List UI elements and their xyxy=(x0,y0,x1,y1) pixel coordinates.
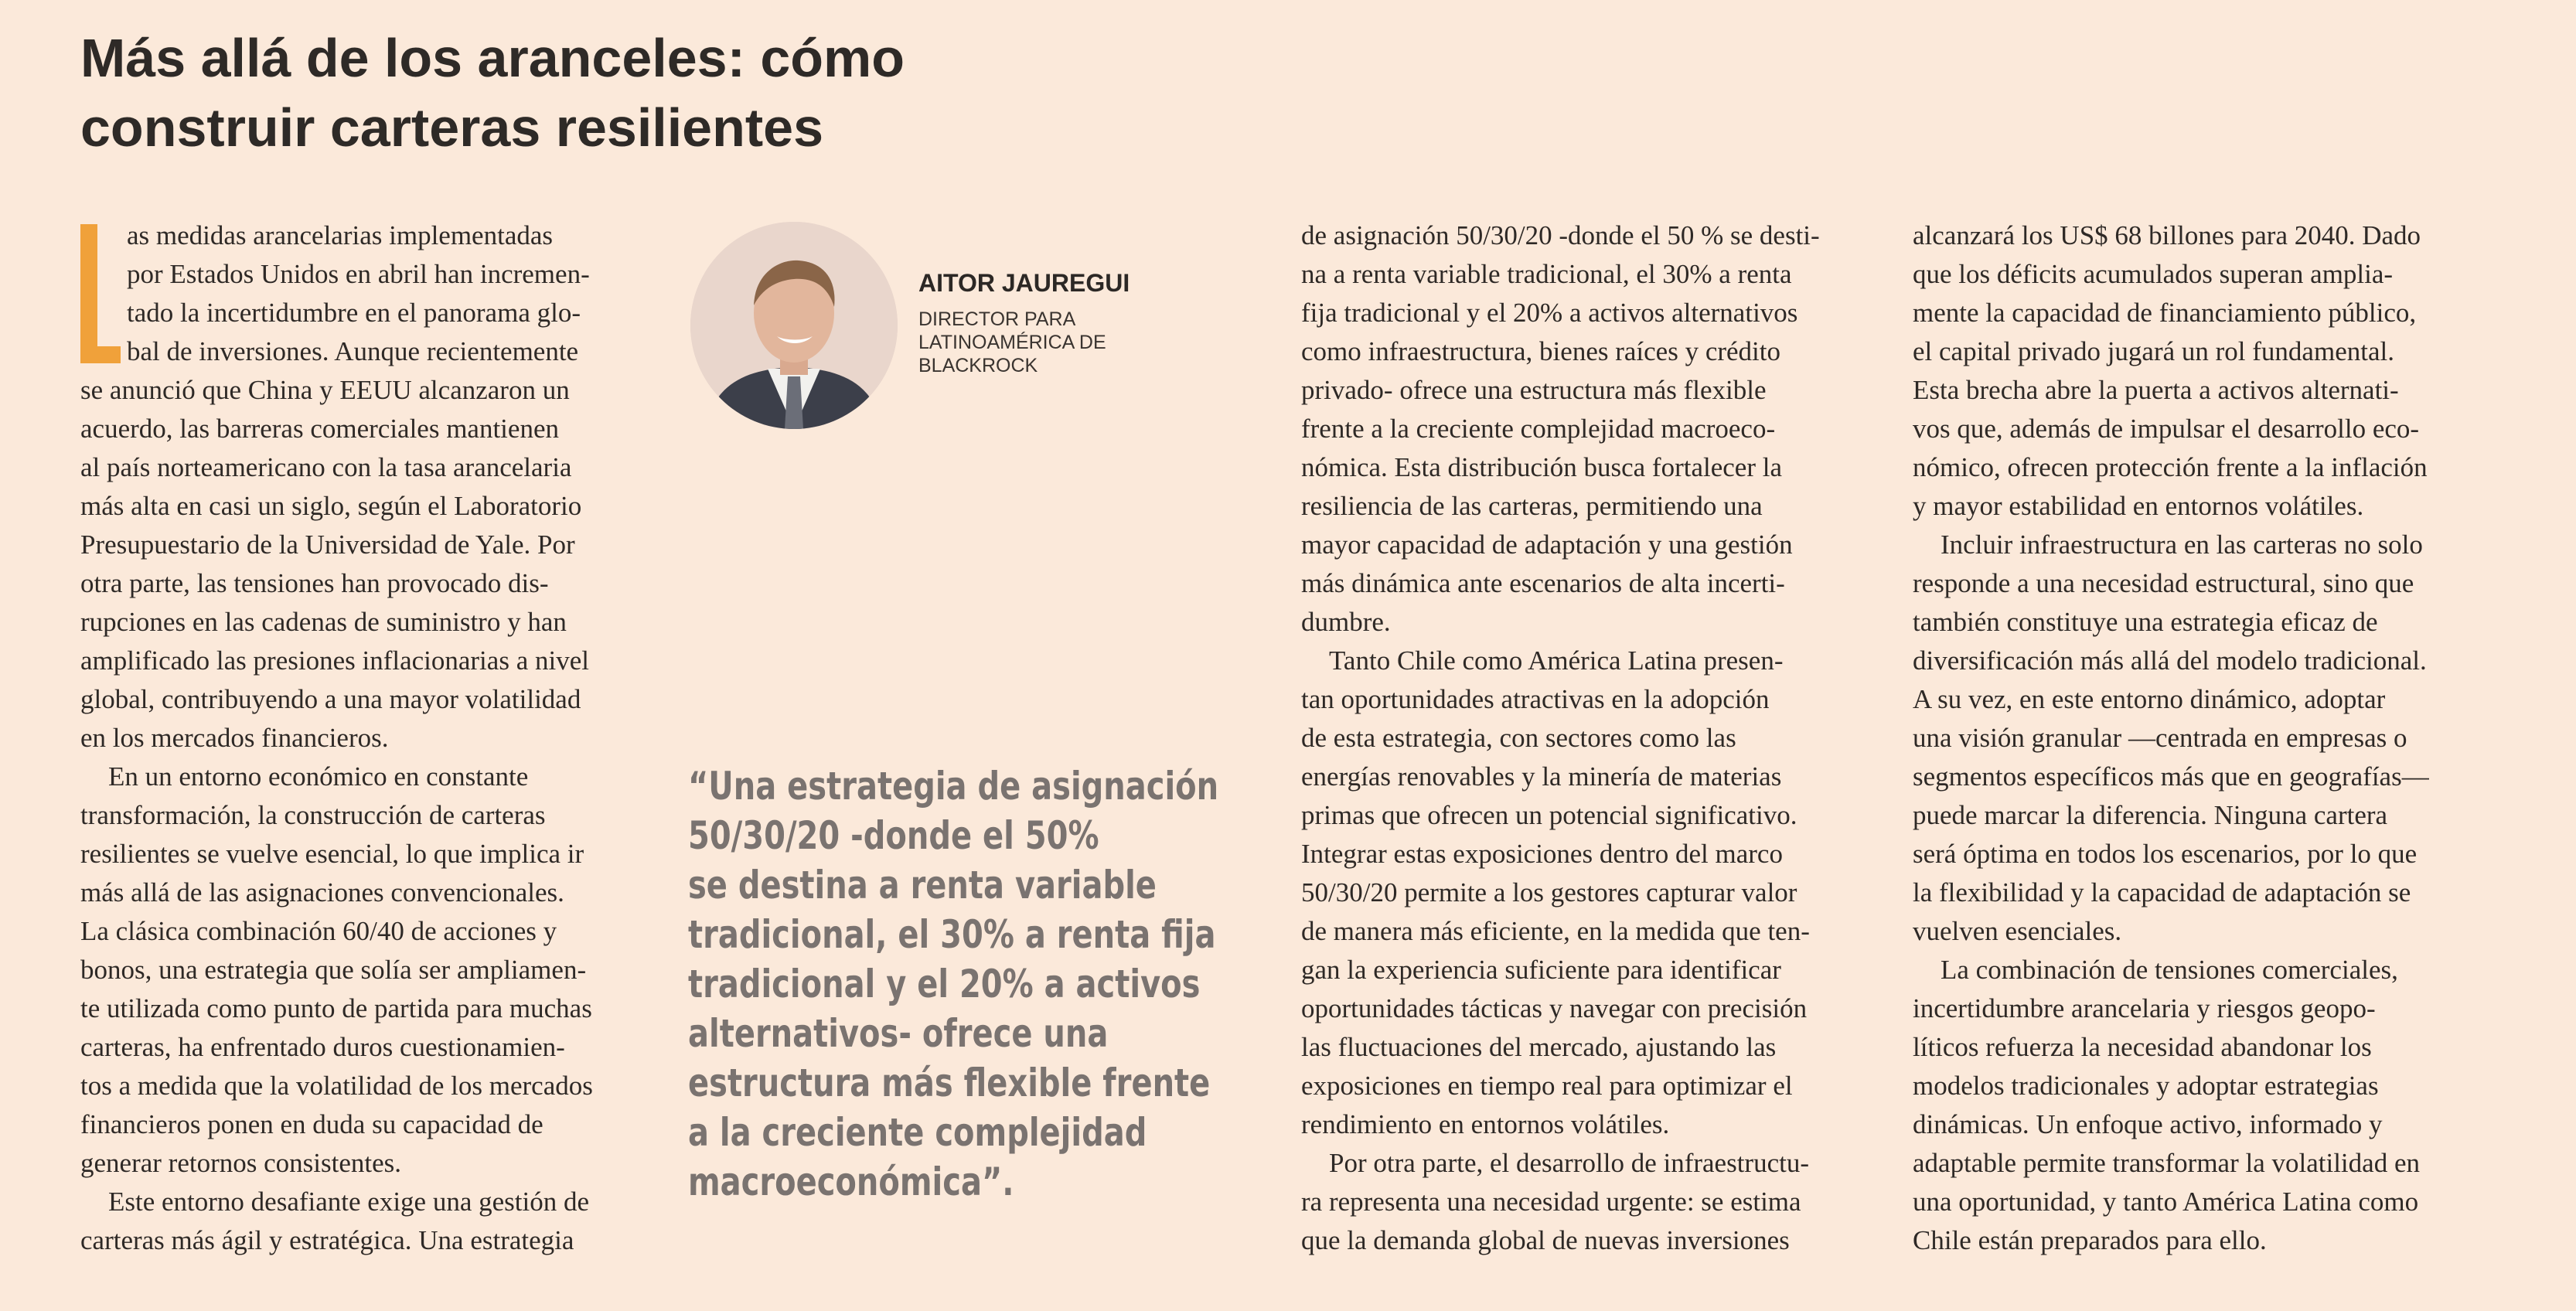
body-line: también constituye una estrategia eficaz de xyxy=(1913,607,2378,637)
body-line: al país norteamericano con la tasa arancelaria xyxy=(80,452,572,482)
body-line: otra parte, las tensiones han provocado dis- xyxy=(80,568,549,598)
body-line: global, contribuyendo a una mayor volatilidad xyxy=(80,684,581,714)
body-line: puede marcar la diferencia. Ninguna cartera xyxy=(1913,800,2388,830)
body-line: más alta en casi un siglo, según el Laboratorio xyxy=(80,491,582,521)
pull-quote-line: 50/30/20 -donde el 50% xyxy=(688,813,1099,858)
pull-quote-line: “Una estrategia de asignación xyxy=(688,764,1219,809)
body-line: por Estados Unidos en abril han incremen- xyxy=(127,259,590,289)
body-line: de asignación 50/30/20 -donde el 50 % se desti- xyxy=(1301,220,1820,250)
author-role xyxy=(918,308,1174,377)
body-line: 50/30/20 permite a los gestores capturar valor xyxy=(1301,877,1797,907)
body-line: más allá de las asignaciones convencionales. xyxy=(80,877,564,907)
pull-quote xyxy=(688,761,1219,1207)
body-line: La clásica combinación 60/40 de acciones y xyxy=(80,916,557,946)
body-line: Esta brecha abre la puerta a activos alternati- xyxy=(1913,375,2399,405)
body-line: vuelven esenciales. xyxy=(1913,916,2122,946)
body-line: el capital privado jugará un rol fundamental. xyxy=(1913,336,2394,366)
body-line: carteras más ágil y estratégica. Una estrategia xyxy=(80,1225,574,1255)
body-line: tado la incertidumbre en el panorama glo- xyxy=(127,298,581,328)
body-line: modelos tradicionales y adoptar estrategias xyxy=(1913,1071,2379,1101)
body-line: transformación, la construcción de carteras xyxy=(80,800,546,830)
body-line: carteras, ha enfrentado duros cuestionamien- xyxy=(80,1032,565,1062)
body-line: las fluctuaciones del mercado, ajustando las xyxy=(1301,1032,1777,1062)
article-column-4 xyxy=(1913,216,2500,1260)
body-line: segmentos específicos más que en geografías— xyxy=(1913,761,2429,792)
body-line: ra representa una necesidad urgente: se estima xyxy=(1301,1187,1801,1217)
body-line: será óptima en todos los escenarios, por lo que xyxy=(1913,839,2418,869)
body-line: que los déficits acumulados superan amplia- xyxy=(1913,259,2394,289)
body-line: frente a la creciente complejidad macroeco- xyxy=(1301,414,1776,444)
pull-quote-line: tradicional, el 30% a renta fija xyxy=(688,912,1216,957)
body-line: una oportunidad, y tanto América Latina como xyxy=(1913,1187,2419,1217)
body-line: acuerdo, las barreras comerciales mantienen xyxy=(80,414,559,444)
body-line: energías renovables y la minería de materias xyxy=(1301,761,1782,792)
body-line: más dinámica ante escenarios de alta incerti- xyxy=(1301,568,1785,598)
body-line: de esta estrategia, con sectores como las xyxy=(1301,723,1736,753)
body-line: tos a medida que la volatilidad de los mercados xyxy=(80,1071,593,1101)
body-line: como infraestructura, bienes raíces y crédito xyxy=(1301,336,1781,366)
body-line: Chile están preparados para ello. xyxy=(1913,1225,2267,1255)
body-line: que la demanda global de nuevas inversiones xyxy=(1301,1225,1790,1255)
body-line: Incluir infraestructura en las carteras no solo xyxy=(1941,530,2423,560)
author-role-line: BLACKROCK xyxy=(918,355,1038,376)
article-column-3 xyxy=(1301,216,1877,1260)
body-line: Este entorno desafiante exige una gestión de xyxy=(108,1187,590,1217)
body-line: bonos, una estrategia que solía ser ampliamen- xyxy=(80,955,587,985)
body-line: tan oportunidades atractivas en la adopción xyxy=(1301,684,1770,714)
body-line: na a renta variable tradicional, el 30% a renta xyxy=(1301,259,1792,289)
pull-quote-line: alternativos- ofrece una xyxy=(688,1011,1109,1056)
body-line: responde a una necesidad estructural, sino que xyxy=(1913,568,2414,598)
body-line: de manera más eficiente, en la medida que ten- xyxy=(1301,916,1810,946)
body-line: dinámicas. Un enfoque activo, informado y xyxy=(1913,1109,2383,1139)
body-line: una visión granular —centrada en empresas o xyxy=(1913,723,2407,753)
body-line: se anunció que China y EEUU alcanzaron un xyxy=(80,375,570,405)
body-line: financieros ponen en duda su capacidad de xyxy=(80,1109,543,1139)
body-line: resilientes se vuelve esencial, lo que implica ir xyxy=(80,839,584,869)
body-line: fija tradicional y el 20% a activos alternativos xyxy=(1301,298,1798,328)
pull-quote-line: macroeconómica”. xyxy=(688,1159,1014,1204)
body-line: y mayor estabilidad en entornos volátiles. xyxy=(1913,491,2364,521)
body-line: Por otra parte, el desarrollo de infraestructu- xyxy=(1329,1148,1809,1178)
pull-quote-line: estructura más flexible frente xyxy=(688,1061,1211,1105)
body-line: rupciones en las cadenas de suministro y han xyxy=(80,607,567,637)
body-line: mente la capacidad de financiamiento público, xyxy=(1913,298,2417,328)
article-column-1 xyxy=(80,216,656,1260)
body-line: rendimiento en entornos volátiles. xyxy=(1301,1109,1670,1139)
body-line: amplificado las presiones inflacionarias a nivel xyxy=(80,645,589,676)
pull-quote-line: tradicional y el 20% a activos xyxy=(688,962,1201,1006)
body-line: Presupuestario de la Universidad de Yale. Por xyxy=(80,530,575,560)
body-line: diversificación más allá del modelo tradicional. xyxy=(1913,645,2427,676)
body-line: mayor capacidad de adaptación y una gestión xyxy=(1301,530,1793,560)
body-line: bal de inversiones. Aunque recientemente xyxy=(127,336,579,366)
dropcap-wrapped-lines xyxy=(80,216,656,371)
author-role-line: LATINOAMÉRICA DE xyxy=(918,332,1106,353)
body-line: exposiciones en tiempo real para optimizar el xyxy=(1301,1071,1793,1101)
author-portrait-icon xyxy=(690,222,898,429)
body-line: nómica. Esta distribución busca fortalecer la xyxy=(1301,452,1782,482)
author-name: AITOR JAUREGUI xyxy=(918,269,1130,297)
author-role-line: DIRECTOR PARA xyxy=(918,308,1076,330)
author-portrait xyxy=(690,222,898,429)
body-line: La combinación de tensiones comerciales, xyxy=(1941,955,2398,985)
body-line: primas que ofrecen un potencial significativo. xyxy=(1301,800,1797,830)
body-line: en los mercados financieros. xyxy=(80,723,389,753)
body-line: A su vez, en este entorno dinámico, adoptar xyxy=(1913,684,2386,714)
body-line: incertidumbre arancelaria y riesgos geopo- xyxy=(1913,993,2376,1023)
pull-quote-line: a la creciente complejidad xyxy=(688,1110,1147,1155)
headline-line-1: Más allá de los aranceles: cómo xyxy=(80,28,905,88)
body-line: Integrar estas exposiciones dentro del marco xyxy=(1301,839,1783,869)
body-line: privado- ofrece una estructura más flexible xyxy=(1301,375,1767,405)
headline-line-2: construir carteras resilientes xyxy=(80,97,824,158)
body-line: gan la experiencia suficiente para identificar xyxy=(1301,955,1781,985)
body-line: dumbre. xyxy=(1301,607,1391,637)
body-line: líticos refuerza la necesidad abandonar los xyxy=(1913,1032,2372,1062)
body-line: te utilizada como punto de partida para muchas xyxy=(80,993,592,1023)
pull-quote-line: se destina a renta variable xyxy=(688,863,1157,907)
body-line: generar retornos consistentes. xyxy=(80,1148,401,1178)
body-line: vos que, además de impulsar el desarrollo eco- xyxy=(1913,414,2420,444)
body-line: Tanto Chile como América Latina presen- xyxy=(1329,645,1784,676)
body-line: resiliencia de las carteras, permitiendo una xyxy=(1301,491,1763,521)
body-line: adaptable permite transformar la volatilidad en xyxy=(1913,1148,2420,1178)
body-line: alcanzará los US$ 68 billones para 2040. Dado xyxy=(1913,220,2421,250)
body-line: la flexibilidad y la capacidad de adaptación se xyxy=(1913,877,2411,907)
body-line: En un entorno económico en constante xyxy=(108,761,529,792)
article-headline xyxy=(80,23,1240,162)
body-line: nómico, ofrecen protección frente a la inflación xyxy=(1913,452,2428,482)
body-line: as medidas arancelarias implementadas xyxy=(127,220,554,250)
body-line: oportunidades tácticas y navegar con precisión xyxy=(1301,993,1808,1023)
